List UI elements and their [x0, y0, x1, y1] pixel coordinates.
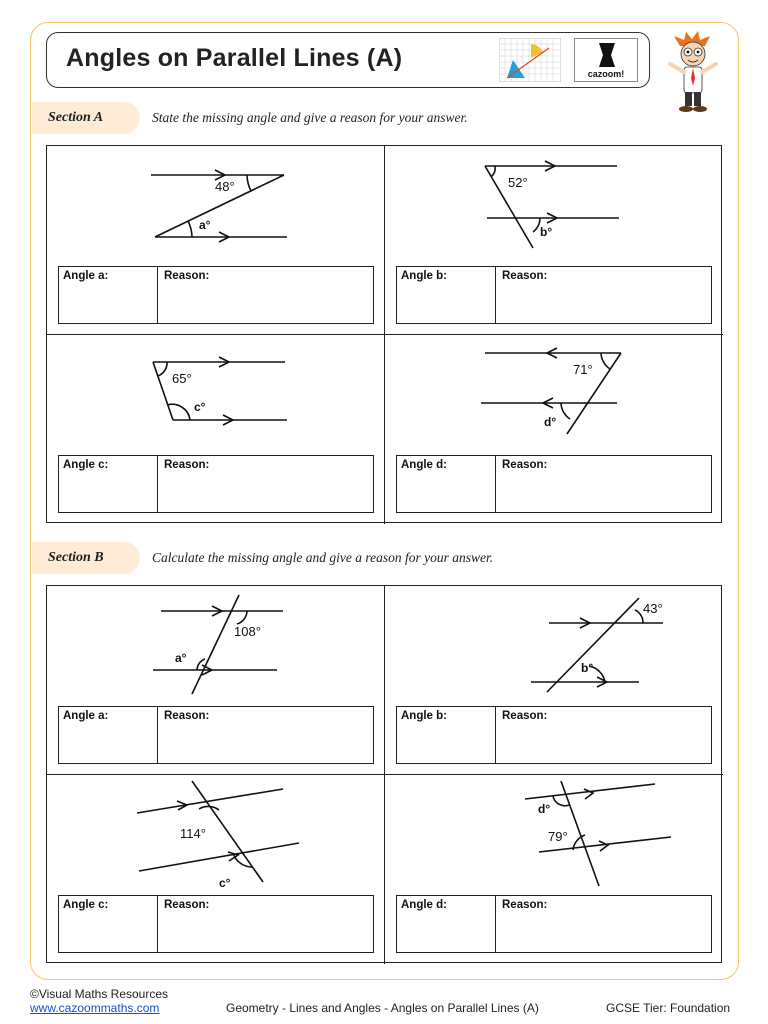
- unknown-angle-label: a°: [175, 651, 187, 665]
- reason-answer-field[interactable]: [158, 707, 373, 763]
- title-bar: [46, 32, 650, 88]
- unknown-angle-label: c°: [219, 876, 231, 890]
- angle-answer-field[interactable]: [397, 456, 496, 512]
- angle-field-label: Angle a:: [63, 710, 109, 722]
- footer-left: [30, 987, 168, 1015]
- given-angle-label: 43°: [643, 601, 663, 616]
- answer-box: [396, 706, 712, 764]
- angle-answer-field[interactable]: [397, 896, 496, 952]
- copyright-text: ©Visual Maths Resources: [30, 987, 169, 1001]
- diagram-a3: [47, 335, 385, 455]
- reason-field-label: Reason:: [164, 459, 210, 471]
- cazoom-mark-icon: [575, 39, 639, 71]
- diagram-b3: [47, 775, 385, 895]
- reason-answer-field[interactable]: [496, 896, 711, 952]
- reason-field-label: Reason:: [502, 270, 548, 282]
- angle-field-label: Angle c:: [63, 899, 109, 911]
- angle-answer-field[interactable]: [59, 456, 158, 512]
- angle-field-label: Angle d:: [401, 899, 447, 911]
- angle-field-label: Angle b:: [401, 270, 447, 282]
- reason-answer-field[interactable]: [158, 267, 373, 323]
- angle-answer-field[interactable]: [59, 896, 158, 952]
- answer-box: [396, 455, 712, 513]
- question-b2: [385, 586, 723, 775]
- angle-answer-field[interactable]: [59, 707, 158, 763]
- reason-field-label: Reason:: [502, 459, 548, 471]
- given-angle-label: 71°: [573, 362, 593, 377]
- angle-answer-field[interactable]: [397, 267, 496, 323]
- question-a1: [47, 146, 385, 335]
- unknown-angle-label: d°: [544, 415, 557, 429]
- cartoon-mascot-icon: [662, 30, 724, 114]
- angle-answer-field[interactable]: [397, 707, 496, 763]
- question-b4: [385, 775, 723, 964]
- unknown-angle-label: b°: [540, 225, 553, 239]
- angle-answer-field[interactable]: [59, 267, 158, 323]
- unknown-angle-label: b°: [581, 661, 594, 675]
- reason-field-label: Reason:: [164, 899, 210, 911]
- reason-answer-field[interactable]: [496, 707, 711, 763]
- reason-answer-field[interactable]: [158, 456, 373, 512]
- section-a-label: Section A: [32, 102, 140, 134]
- answer-box: [58, 266, 374, 324]
- unknown-angle-label: a°: [199, 218, 211, 232]
- footer-topic: Geometry - Lines and Angles - Angles on Parallel Lines (A): [226, 1001, 539, 1015]
- answer-box: [396, 266, 712, 324]
- answer-box: [58, 706, 374, 764]
- answer-box: [58, 455, 374, 513]
- angle-field-label: Angle c:: [63, 459, 109, 471]
- website-link[interactable]: www.cazoommaths.com: [30, 1001, 160, 1015]
- diagram-b4: [385, 775, 723, 895]
- question-a4: [385, 335, 723, 524]
- footer-tier: GCSE Tier: Foundation: [606, 1001, 731, 1015]
- section-a-grid: [46, 145, 722, 523]
- unknown-angle-label: c°: [194, 400, 206, 414]
- reason-answer-field[interactable]: [158, 896, 373, 952]
- answer-box: [396, 895, 712, 953]
- section-a-instruction: State the missing angle and give a reason for your answer.: [152, 110, 468, 125]
- diagram-b1: [47, 586, 385, 706]
- question-b3: [47, 775, 385, 964]
- section-b-label: Section B: [32, 542, 140, 574]
- unknown-angle-label: d°: [538, 802, 551, 816]
- diagram-a4: [385, 335, 723, 455]
- reason-answer-field[interactable]: [496, 267, 711, 323]
- given-angle-label: 108°: [234, 624, 261, 639]
- diagram-a2: [385, 146, 723, 266]
- graph-logo-icon: [499, 38, 561, 82]
- reason-field-label: Reason:: [502, 899, 548, 911]
- question-a3: [47, 335, 385, 524]
- given-angle-label: 114°: [180, 826, 206, 841]
- page-title: Angles on Parallel Lines (A): [66, 44, 403, 72]
- reason-field-label: Reason:: [502, 710, 548, 722]
- angle-field-label: Angle a:: [63, 270, 109, 282]
- given-angle-label: 65°: [172, 371, 192, 386]
- question-a2: [385, 146, 723, 335]
- reason-field-label: Reason:: [164, 710, 210, 722]
- answer-box: [58, 895, 374, 953]
- diagram-b2: [385, 586, 723, 706]
- cazoom-wordmark: cazoom!: [587, 69, 625, 79]
- angle-field-label: Angle d:: [401, 459, 447, 471]
- given-angle-label: 52°: [508, 175, 528, 190]
- section-b-grid: [46, 585, 722, 963]
- angle-field-label: Angle b:: [401, 710, 447, 722]
- reason-field-label: Reason:: [164, 270, 210, 282]
- given-angle-label: 48°: [215, 179, 235, 194]
- reason-answer-field[interactable]: [496, 456, 711, 512]
- section-b-instruction: Calculate the missing angle and give a reason for your answer.: [152, 550, 494, 565]
- diagram-a1: [47, 146, 385, 266]
- given-angle-label: 79°: [548, 829, 568, 844]
- question-b1: [47, 586, 385, 775]
- cazoom-logo: [574, 38, 638, 82]
